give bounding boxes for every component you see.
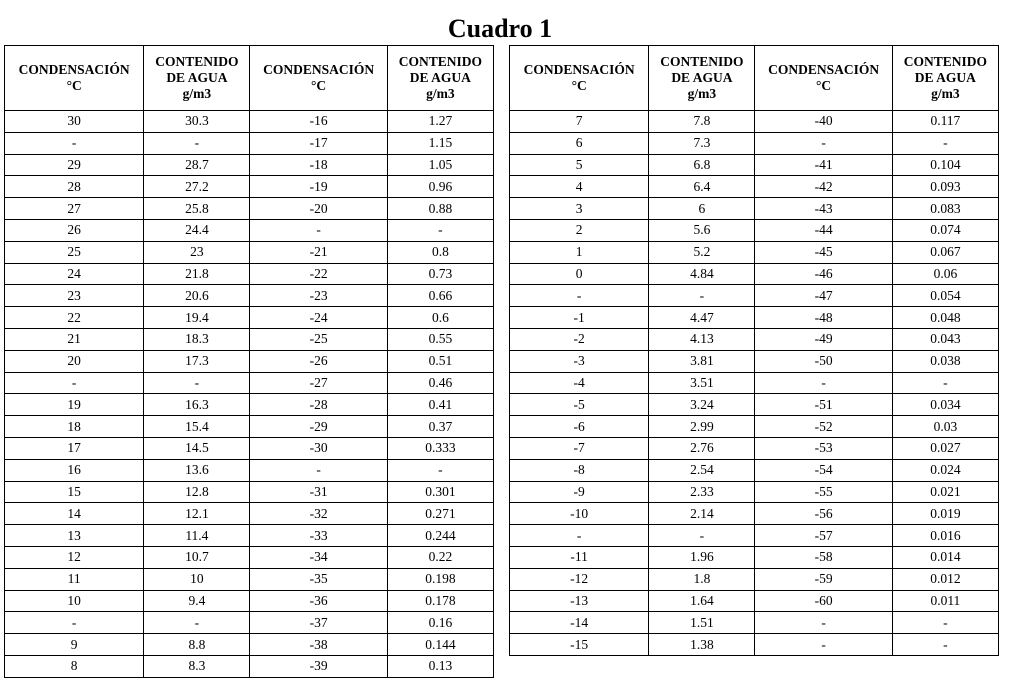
condensation-temp-cell: -35 <box>250 568 387 590</box>
water-content-cell: 0.301 <box>387 481 493 503</box>
condensation-temp-cell: 20 <box>5 350 144 372</box>
header-condensation: CONDENSACIÓN °C <box>250 46 387 111</box>
condensation-temp-cell: -41 <box>755 154 892 176</box>
table-row <box>5 655 494 677</box>
table-row <box>5 437 494 459</box>
water-content-cell: - <box>649 525 755 547</box>
water-content-cell: 20.6 <box>144 285 250 307</box>
condensation-temp-cell: 30 <box>5 111 144 133</box>
water-content-cell: 0.41 <box>387 394 493 416</box>
condensation-temp-cell: -43 <box>755 198 892 220</box>
condensation-temp-cell: 1 <box>510 241 649 263</box>
table-row <box>510 437 999 459</box>
water-content-cell: 0.13 <box>387 655 493 677</box>
water-content-cell: 0.021 <box>892 481 998 503</box>
table-row <box>510 546 999 568</box>
water-content-cell: 1.05 <box>387 154 493 176</box>
water-content-cell: 24.4 <box>144 219 250 241</box>
condensation-temp-cell: -13 <box>510 590 649 612</box>
water-content-cell: 0.144 <box>387 634 493 656</box>
water-content-cell: 21.8 <box>144 263 250 285</box>
condensation-temp-cell: 25 <box>5 241 144 263</box>
water-content-cell: 12.8 <box>144 481 250 503</box>
condensation-temp-cell: -20 <box>250 198 387 220</box>
table-row <box>5 219 494 241</box>
condensation-temp-cell: 7 <box>510 111 649 133</box>
water-content-cell: 3.81 <box>649 350 755 372</box>
water-content-cell: 0.66 <box>387 285 493 307</box>
water-content-cell: 0.8 <box>387 241 493 263</box>
header-condensation: CONDENSACIÓN °C <box>755 46 892 111</box>
condensation-temp-cell: -57 <box>755 525 892 547</box>
condensation-temp-cell: -48 <box>755 307 892 329</box>
condensation-temp-cell: 28 <box>5 176 144 198</box>
water-content-cell: - <box>144 612 250 634</box>
table-row <box>5 481 494 503</box>
condensation-temp-cell: -9 <box>510 481 649 503</box>
condensation-temp-cell: -59 <box>755 568 892 590</box>
water-content-cell: 7.3 <box>649 132 755 154</box>
water-content-cell: 5.2 <box>649 241 755 263</box>
condensation-temp-cell: 27 <box>5 198 144 220</box>
condensation-temp-cell: -23 <box>250 285 387 307</box>
table-row <box>510 416 999 438</box>
table-row <box>5 416 494 438</box>
water-content-cell: 28.7 <box>144 154 250 176</box>
condensation-temp-cell: -52 <box>755 416 892 438</box>
water-content-cell: 0.012 <box>892 568 998 590</box>
condensation-temp-cell: -38 <box>250 634 387 656</box>
water-content-cell: 2.54 <box>649 459 755 481</box>
water-content-cell: 10.7 <box>144 546 250 568</box>
condensation-temp-cell: - <box>5 612 144 634</box>
water-content-cell: 1.96 <box>649 546 755 568</box>
table-row <box>5 372 494 394</box>
condensation-temp-cell: -50 <box>755 350 892 372</box>
table-row <box>5 132 494 154</box>
condensation-temp-cell: -19 <box>250 176 387 198</box>
condensation-temp-cell: -49 <box>755 328 892 350</box>
table-row <box>5 328 494 350</box>
condensation-temp-cell: -60 <box>755 590 892 612</box>
water-content-cell: 1.27 <box>387 111 493 133</box>
condensation-temp-cell: 26 <box>5 219 144 241</box>
table-row <box>5 590 494 612</box>
table-row <box>510 263 999 285</box>
condensation-temp-cell: -27 <box>250 372 387 394</box>
table-row <box>510 590 999 612</box>
condensation-temp-cell: -44 <box>755 219 892 241</box>
water-content-cell: - <box>892 612 998 634</box>
condensation-temp-cell: - <box>755 372 892 394</box>
table-row <box>5 263 494 285</box>
table-row <box>5 307 494 329</box>
table-row <box>5 176 494 198</box>
water-content-cell: 0.51 <box>387 350 493 372</box>
condensation-temp-cell: -53 <box>755 437 892 459</box>
table-row <box>510 198 999 220</box>
condensation-temp-cell: -55 <box>755 481 892 503</box>
condensation-temp-cell: -33 <box>250 525 387 547</box>
condensation-temp-cell: -36 <box>250 590 387 612</box>
condensation-temp-cell: -31 <box>250 481 387 503</box>
condensation-temp-cell: 21 <box>5 328 144 350</box>
document-title: Cuadro 1 <box>447 14 553 43</box>
water-content-cell: 1.15 <box>387 132 493 154</box>
condensation-temp-cell: -58 <box>755 546 892 568</box>
condensation-temp-cell: -12 <box>510 568 649 590</box>
water-content-cell: 5.6 <box>649 219 755 241</box>
condensation-temp-cell: -14 <box>510 612 649 634</box>
left-data-table <box>4 45 494 678</box>
condensation-temp-cell: -15 <box>510 634 649 656</box>
water-content-cell: 16.3 <box>144 394 250 416</box>
table-row <box>5 525 494 547</box>
water-content-cell: - <box>649 285 755 307</box>
table-row <box>5 503 494 525</box>
water-content-cell: 0.46 <box>387 372 493 394</box>
water-content-cell: 13.6 <box>144 459 250 481</box>
water-content-cell: 0.244 <box>387 525 493 547</box>
condensation-temp-cell: -2 <box>510 328 649 350</box>
condensation-temp-cell: -6 <box>510 416 649 438</box>
water-content-cell: 4.47 <box>649 307 755 329</box>
water-content-cell: 0.22 <box>387 546 493 568</box>
condensation-temp-cell: -25 <box>250 328 387 350</box>
header-water-content: CONTENIDO DE AGUA g/m3 <box>892 46 998 111</box>
water-content-cell: 14.5 <box>144 437 250 459</box>
water-content-cell: 4.13 <box>649 328 755 350</box>
water-content-cell: 0.083 <box>892 198 998 220</box>
condensation-temp-cell: -21 <box>250 241 387 263</box>
condensation-temp-cell: -7 <box>510 437 649 459</box>
condensation-temp-cell: 6 <box>510 132 649 154</box>
condensation-temp-cell: 17 <box>5 437 144 459</box>
header-water-content: CONTENIDO DE AGUA g/m3 <box>387 46 493 111</box>
water-content-cell: 0.016 <box>892 525 998 547</box>
water-content-cell: 2.14 <box>649 503 755 525</box>
condensation-temp-cell: - <box>755 612 892 634</box>
table-row <box>5 350 494 372</box>
condensation-temp-cell: -18 <box>250 154 387 176</box>
condensation-temp-cell: 8 <box>5 655 144 677</box>
condensation-temp-cell: 19 <box>5 394 144 416</box>
condensation-temp-cell: 29 <box>5 154 144 176</box>
table-row <box>510 285 999 307</box>
water-content-cell: - <box>144 132 250 154</box>
header-water-content: CONTENIDO DE AGUA g/m3 <box>144 46 250 111</box>
condensation-temp-cell: 2 <box>510 219 649 241</box>
water-content-cell: 0.333 <box>387 437 493 459</box>
table-row <box>510 372 999 394</box>
water-content-cell: - <box>892 372 998 394</box>
water-content-cell: 30.3 <box>144 111 250 133</box>
condensation-temp-cell: 10 <box>5 590 144 612</box>
condensation-temp-cell: 12 <box>5 546 144 568</box>
condensation-temp-cell: -40 <box>755 111 892 133</box>
condensation-temp-cell: -28 <box>250 394 387 416</box>
condensation-temp-cell: 24 <box>5 263 144 285</box>
table-row <box>510 503 999 525</box>
condensation-temp-cell: -8 <box>510 459 649 481</box>
condensation-temp-cell: - <box>250 219 387 241</box>
water-content-cell: 0.011 <box>892 590 998 612</box>
condensation-temp-cell: 15 <box>5 481 144 503</box>
condensation-temp-cell: 5 <box>510 154 649 176</box>
right-data-table <box>509 45 999 656</box>
table-row <box>510 328 999 350</box>
table-row <box>5 111 494 133</box>
table-row <box>510 219 999 241</box>
table-row <box>5 285 494 307</box>
water-content-cell: 10 <box>144 568 250 590</box>
left-table-body <box>5 111 494 678</box>
water-content-cell: 27.2 <box>144 176 250 198</box>
table-row <box>5 459 494 481</box>
condensation-temp-cell: 9 <box>5 634 144 656</box>
water-content-cell: - <box>892 132 998 154</box>
condensation-temp-cell: -30 <box>250 437 387 459</box>
table-row <box>510 307 999 329</box>
condensation-temp-cell: 18 <box>5 416 144 438</box>
condensation-temp-cell: -26 <box>250 350 387 372</box>
water-content-cell: 0.55 <box>387 328 493 350</box>
table-row <box>5 568 494 590</box>
table-row <box>5 198 494 220</box>
condensation-temp-cell: - <box>5 132 144 154</box>
water-content-cell: 1.38 <box>649 634 755 656</box>
water-content-cell: 0.73 <box>387 263 493 285</box>
water-content-cell: 0.6 <box>387 307 493 329</box>
table-row <box>510 525 999 547</box>
condensation-temp-cell: -29 <box>250 416 387 438</box>
condensation-temp-cell: -42 <box>755 176 892 198</box>
header-water-content: CONTENIDO DE AGUA g/m3 <box>649 46 755 111</box>
water-content-cell: 25.8 <box>144 198 250 220</box>
water-content-cell: 6 <box>649 198 755 220</box>
condensation-temp-cell: -1 <box>510 307 649 329</box>
water-content-cell: 0.37 <box>387 416 493 438</box>
water-content-cell: 17.3 <box>144 350 250 372</box>
condensation-temp-cell: 4 <box>510 176 649 198</box>
condensation-temp-cell: - <box>755 132 892 154</box>
water-content-cell: 0.104 <box>892 154 998 176</box>
condensation-temp-cell: -32 <box>250 503 387 525</box>
condensation-temp-cell: - <box>755 634 892 656</box>
water-content-cell: - <box>387 219 493 241</box>
water-content-cell: 0.16 <box>387 612 493 634</box>
condensation-temp-cell: 16 <box>5 459 144 481</box>
condensation-temp-cell: -22 <box>250 263 387 285</box>
condensation-temp-cell: -5 <box>510 394 649 416</box>
condensation-temp-cell: -54 <box>755 459 892 481</box>
header-condensation: CONDENSACIÓN °C <box>5 46 144 111</box>
condensation-temp-cell: -56 <box>755 503 892 525</box>
water-content-cell: 0.074 <box>892 219 998 241</box>
condensation-temp-cell: -10 <box>510 503 649 525</box>
water-content-cell: 0.178 <box>387 590 493 612</box>
water-content-cell: 2.33 <box>649 481 755 503</box>
table-row <box>510 176 999 198</box>
water-content-cell: 3.51 <box>649 372 755 394</box>
water-content-cell: 0.019 <box>892 503 998 525</box>
condensation-temp-cell: 11 <box>5 568 144 590</box>
table-row <box>510 394 999 416</box>
right-table-body <box>510 111 999 656</box>
condensation-temp-cell: - <box>5 372 144 394</box>
header-condensation: CONDENSACIÓN °C <box>510 46 649 111</box>
condensation-temp-cell: -46 <box>755 263 892 285</box>
water-content-cell: 0.117 <box>892 111 998 133</box>
water-content-cell: 0.271 <box>387 503 493 525</box>
table-row <box>510 111 999 133</box>
water-content-cell: 0.014 <box>892 546 998 568</box>
water-content-cell: 0.03 <box>892 416 998 438</box>
water-content-cell: 11.4 <box>144 525 250 547</box>
water-content-cell: 0.067 <box>892 241 998 263</box>
header-row <box>5 46 494 111</box>
water-content-cell: 0.88 <box>387 198 493 220</box>
condensation-temp-cell: -3 <box>510 350 649 372</box>
water-content-cell: - <box>892 634 998 656</box>
condensation-temp-cell: -37 <box>250 612 387 634</box>
water-content-cell: 1.8 <box>649 568 755 590</box>
table-row <box>5 241 494 263</box>
water-content-cell: 3.24 <box>649 394 755 416</box>
water-content-cell: 8.8 <box>144 634 250 656</box>
water-content-cell: 0.048 <box>892 307 998 329</box>
table-row <box>5 546 494 568</box>
water-content-cell: 12.1 <box>144 503 250 525</box>
condensation-temp-cell: -39 <box>250 655 387 677</box>
table-row <box>510 612 999 634</box>
water-content-cell: - <box>387 459 493 481</box>
water-content-cell: 18.3 <box>144 328 250 350</box>
water-content-cell: 0.054 <box>892 285 998 307</box>
water-content-cell: 2.76 <box>649 437 755 459</box>
table-row <box>510 154 999 176</box>
table-row <box>510 241 999 263</box>
water-content-cell: 0.96 <box>387 176 493 198</box>
table-row <box>510 350 999 372</box>
condensation-temp-cell: 22 <box>5 307 144 329</box>
water-content-cell: 1.51 <box>649 612 755 634</box>
condensation-temp-cell: -4 <box>510 372 649 394</box>
table-row <box>5 154 494 176</box>
water-content-cell: 9.4 <box>144 590 250 612</box>
condensation-temp-cell: -45 <box>755 241 892 263</box>
water-content-cell: 0.034 <box>892 394 998 416</box>
table-row <box>5 612 494 634</box>
water-content-cell: 0.043 <box>892 328 998 350</box>
condensation-temp-cell: 14 <box>5 503 144 525</box>
water-content-cell: 0.024 <box>892 459 998 481</box>
condensation-temp-cell: -11 <box>510 546 649 568</box>
water-content-cell: 1.64 <box>649 590 755 612</box>
condensation-temp-cell: -24 <box>250 307 387 329</box>
table-row <box>5 634 494 656</box>
condensation-temp-cell: 3 <box>510 198 649 220</box>
table-row <box>5 394 494 416</box>
water-content-cell: 7.8 <box>649 111 755 133</box>
header-row <box>510 46 999 111</box>
water-content-cell: 0.06 <box>892 263 998 285</box>
table-row <box>510 568 999 590</box>
condensation-temp-cell: -51 <box>755 394 892 416</box>
table-row <box>510 459 999 481</box>
water-content-cell: 0.038 <box>892 350 998 372</box>
condensation-temp-cell: 0 <box>510 263 649 285</box>
water-content-cell: 4.84 <box>649 263 755 285</box>
water-content-cell: 0.093 <box>892 176 998 198</box>
condensation-temp-cell: - <box>510 525 649 547</box>
condensation-temp-cell: - <box>510 285 649 307</box>
water-content-cell: 23 <box>144 241 250 263</box>
condensation-temp-cell: -34 <box>250 546 387 568</box>
water-content-cell: 8.3 <box>144 655 250 677</box>
condensation-temp-cell: -47 <box>755 285 892 307</box>
condensation-temp-cell: -16 <box>250 111 387 133</box>
condensation-temp-cell: -17 <box>250 132 387 154</box>
table-row <box>510 132 999 154</box>
water-content-cell: 15.4 <box>144 416 250 438</box>
water-content-cell: 0.198 <box>387 568 493 590</box>
water-content-cell: - <box>144 372 250 394</box>
water-content-cell: 6.8 <box>649 154 755 176</box>
condensation-temp-cell: - <box>250 459 387 481</box>
table-row <box>510 634 999 656</box>
condensation-temp-cell: 23 <box>5 285 144 307</box>
water-content-cell: 0.027 <box>892 437 998 459</box>
condensation-temp-cell: 13 <box>5 525 144 547</box>
water-content-cell: 6.4 <box>649 176 755 198</box>
table-row <box>510 481 999 503</box>
water-content-cell: 19.4 <box>144 307 250 329</box>
water-content-cell: 2.99 <box>649 416 755 438</box>
